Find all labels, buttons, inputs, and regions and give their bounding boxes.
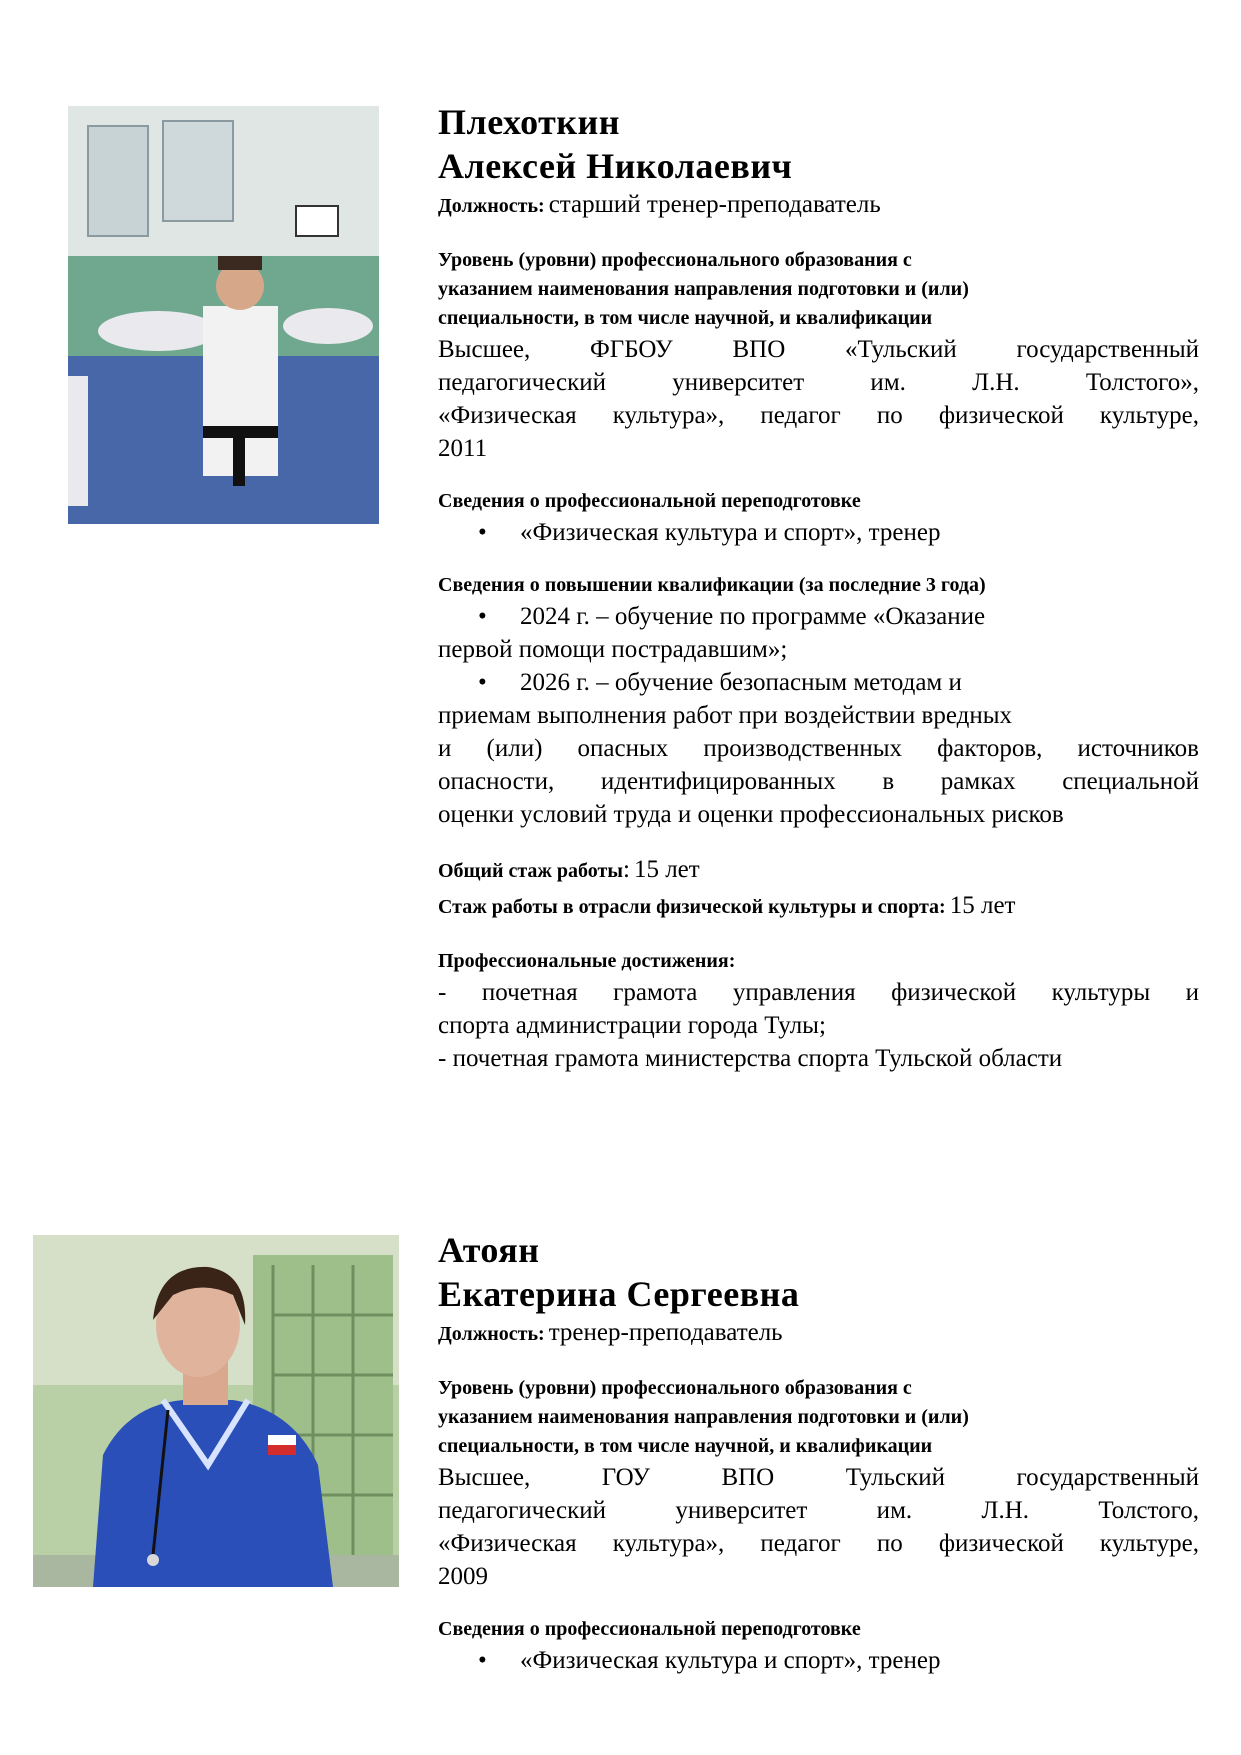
bullet-icon: • [478, 603, 487, 630]
education-heading: указанием наименования направления подготовки и (или) [438, 278, 969, 300]
qualification-text: оценки условий труда и оценки профессиональных рисков [438, 801, 1064, 828]
retraining-heading: Сведения о профессиональной переподготовке [438, 1618, 861, 1640]
sport-experience-row [438, 889, 1199, 925]
person-card-plekhotkin [438, 100, 1199, 1075]
education-text: педагогический университет им. Л.Н. Толстого, [438, 1497, 1199, 1524]
qualification-text: опасности, идентифицированных в рамках специальной [438, 768, 1199, 795]
position-label: Должность: [438, 1323, 545, 1345]
photo-atoyan [33, 1235, 399, 1587]
education-text: 2011 [438, 435, 488, 462]
total-experience-value: 15 лет [633, 856, 700, 883]
person-given-names: Алексей Николаевич [438, 146, 793, 186]
total-experience-sep: : [622, 856, 630, 883]
sport-experience-value: 15 лет [949, 892, 1016, 919]
qualification-item [438, 666, 1199, 699]
education-text: «Физическая культура», педагог по физической культуре, [438, 1530, 1199, 1557]
achievement-text: - почетная грамота министерства спорта Тульской области [438, 1045, 1063, 1072]
retraining-item [438, 516, 1199, 549]
education-text: «Физическая культура», педагог по физической культуре, [438, 402, 1199, 429]
position-value: старший тренер-преподаватель [548, 191, 881, 218]
sport-experience-label: Стаж работы в отрасли физической культуры и спорта: [438, 896, 946, 918]
bullet-icon: • [478, 519, 487, 546]
education-heading: специальности, в том числе научной, и квалификации [438, 1435, 933, 1457]
retraining-item-text: «Физическая культура и спорт», тренер [520, 519, 941, 546]
education-text: Высшее, ФГБОУ ВПО «Тульский государственный [438, 336, 1199, 363]
retraining-heading: Сведения о профессиональной переподготовке [438, 490, 861, 512]
education-heading: указанием наименования направления подготовки и (или) [438, 1406, 969, 1428]
qualification-text: 2026 г. – обучение безопасным методам и [520, 669, 962, 696]
retraining-item [438, 1644, 1199, 1677]
person-surname: Плехоткин [438, 102, 621, 142]
achievement-text: спорта администрации города Тулы; [438, 1012, 826, 1039]
education-text: Высшее, ГОУ ВПО Тульский государственный [438, 1464, 1199, 1491]
qualification-text: приемам выполнения работ при воздействии вредных [438, 702, 1012, 729]
retraining-item-text: «Физическая культура и спорт», тренер [520, 1647, 941, 1674]
education-heading: Уровень (уровни) профессионального образования с [438, 1377, 912, 1399]
qualification-heading: Сведения о повышении квалификации (за последние 3 года) [438, 574, 986, 596]
achievements-heading: Профессиональные достижения: [438, 950, 736, 972]
bullet-icon: • [478, 1647, 487, 1674]
position-label: Должность: [438, 195, 545, 217]
person-card-atoyan [438, 1228, 1199, 1677]
position-row [438, 188, 1199, 224]
qualification-text: 2024 г. – обучение по программе «Оказание [520, 603, 986, 630]
qualification-text: и (или) опасных производственных факторов, источников [438, 735, 1199, 762]
position-value: тренер-преподаватель [548, 1319, 783, 1346]
photo-plekhotkin [68, 106, 379, 524]
position-row [438, 1316, 1199, 1352]
qualification-item [438, 600, 1199, 633]
education-text: педагогический университет им. Л.Н. Толстого», [438, 369, 1199, 396]
person-given-names: Екатерина Сергеевна [438, 1274, 800, 1314]
education-heading: специальности, в том числе научной, и квалификации [438, 307, 933, 329]
total-experience-label: Общий стаж работы [438, 860, 623, 882]
bullet-icon: • [478, 669, 487, 696]
education-text: 2009 [438, 1563, 488, 1590]
total-experience-row [438, 853, 1199, 889]
person-surname: Атоян [438, 1230, 540, 1270]
achievement-text: - почетная грамота управления физической культуры и [438, 979, 1199, 1006]
education-heading: Уровень (уровни) профессионального образования с [438, 249, 912, 271]
qualification-text: первой помощи пострадавшим»; [438, 636, 788, 663]
